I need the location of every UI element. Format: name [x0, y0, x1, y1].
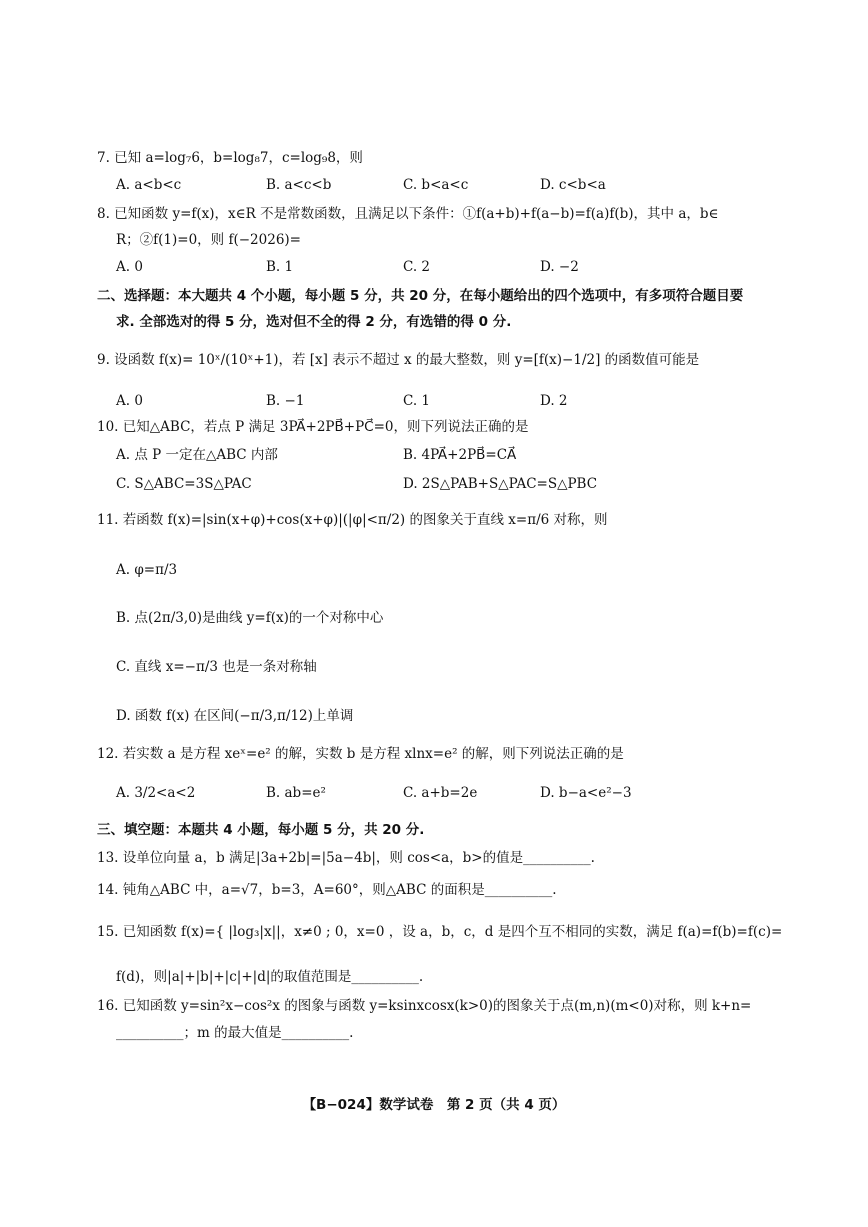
section2-heading-line1: 二、选择题：本大题共 4 个小题，每小题 5 分，共 20 分，在每小题给出的四个选项中，有多项符合题目要: [97, 288, 744, 304]
q11-option-b: B. 点(2π/3,0)是曲线 y=f(x)的一个对称中心: [116, 610, 384, 626]
q12-option-a: A. 3/2<a<2: [116, 785, 196, 801]
q12-option-d: D. b−a<e²−3: [540, 785, 632, 801]
q15-line1: 15. 已知函数 f(x)={ |log₃|x||，x≠0 ; 0，x=0 ，设 a，b，c，d 是四个互不相同的实数，满足 f(a)=f(b)=f(c)=: [97, 924, 783, 940]
q7-option-b: B. a<c<b: [266, 177, 332, 193]
q7-stem: 7. 已知 a=log₇6，b=log₈7，c=log₉8，则: [97, 150, 363, 166]
q10-option-a: A. 点 P 一定在△ABC 内部: [116, 447, 278, 463]
q10-option-c: C. S△ABC=3S△PAC: [116, 476, 252, 492]
q7-option-a: A. a<b<c: [116, 177, 182, 193]
q7-option-d: D. c<b<a: [540, 177, 606, 193]
q9-option-a: A. 0: [116, 393, 143, 409]
q9-option-d: D. 2: [540, 393, 568, 409]
q12-option-c: C. a+b=2e: [403, 785, 478, 801]
q8-option-c: C. 2: [403, 259, 431, 275]
section3-heading: 三、填空题：本题共 4 小题，每小题 5 分，共 20 分.: [97, 822, 425, 838]
q11-option-c: C. 直线 x=−π/3 也是一条对称轴: [116, 659, 317, 675]
q8-option-b: B. 1: [266, 259, 294, 275]
q7-option-c: C. b<a<c: [403, 177, 469, 193]
q10-option-b: B. 4PA⃗+2PB⃗=CA⃗: [403, 447, 517, 463]
q9-option-b: B. −1: [266, 393, 305, 409]
q12-stem: 12. 若实数 a 是方程 xeˣ=e² 的解，实数 b 是方程 xlnx=e² 的解，则下列说法正确的是: [97, 746, 624, 762]
q8-option-a: A. 0: [116, 259, 143, 275]
q16-line2: __________；m 的最大值是__________.: [116, 1025, 354, 1041]
q8-stem-line2: R；②f(1)=0，则 f(−2026)=: [116, 232, 301, 248]
section2-heading-line2: 求. 全部选对的得 5 分，选对但不全的得 2 分，有选错的得 0 分.: [116, 314, 512, 330]
q10-option-d: D. 2S△PAB+S△PAC=S△PBC: [403, 476, 598, 492]
q11-option-d: D. 函数 f(x) 在区间(−π/3,π/12)上单调: [116, 708, 354, 724]
q9-stem: 9. 设函数 f(x)= 10ˣ/(10ˣ+1)，若 [x] 表示不超过 x 的最大整数，则 y=[f(x)−1/2] 的函数值可能是: [97, 352, 700, 368]
page-footer: 【B−024】数学试卷 第 2 页（共 4 页）: [302, 1097, 566, 1113]
q11-option-a: A. φ=π/3: [116, 562, 178, 578]
q12-option-b: B. ab=e²: [266, 785, 326, 801]
q11-stem: 11. 若函数 f(x)=|sin(x+φ)+cos(x+φ)|(|φ|<π/2) 的图象关于直线 x=π/6 对称，则: [97, 512, 608, 528]
q9-option-c: C. 1: [403, 393, 431, 409]
q8-option-d: D. −2: [540, 259, 579, 275]
q14-stem: 14. 钝角△ABC 中，a=√7，b=3，A=60°，则△ABC 的面积是__________.: [97, 882, 557, 898]
q8-stem-line1: 8. 已知函数 y=f(x)，x∈R 不是常数函数，且满足以下条件：①f(a+b)+f(a−b)=f(a)f(b)，其中 a，b∈: [97, 206, 719, 222]
q13-stem: 13. 设单位向量 a，b 满足|3a+2b|=|5a−4b|，则 cos<a，b>的值是__________.: [97, 850, 595, 866]
q16-line1: 16. 已知函数 y=sin²x−cos²x 的图象与函数 y=ksinxcosx(k>0)的图象关于点(m,n)(m<0)对称，则 k+n=: [97, 998, 752, 1014]
q10-stem: 10. 已知△ABC，若点 P 满足 3PA⃗+2PB⃗+PC⃗=0，则下列说法正确的是: [97, 419, 529, 435]
q15-line2: f(d)，则|a|+|b|+|c|+|d|的取值范围是__________.: [116, 969, 424, 985]
